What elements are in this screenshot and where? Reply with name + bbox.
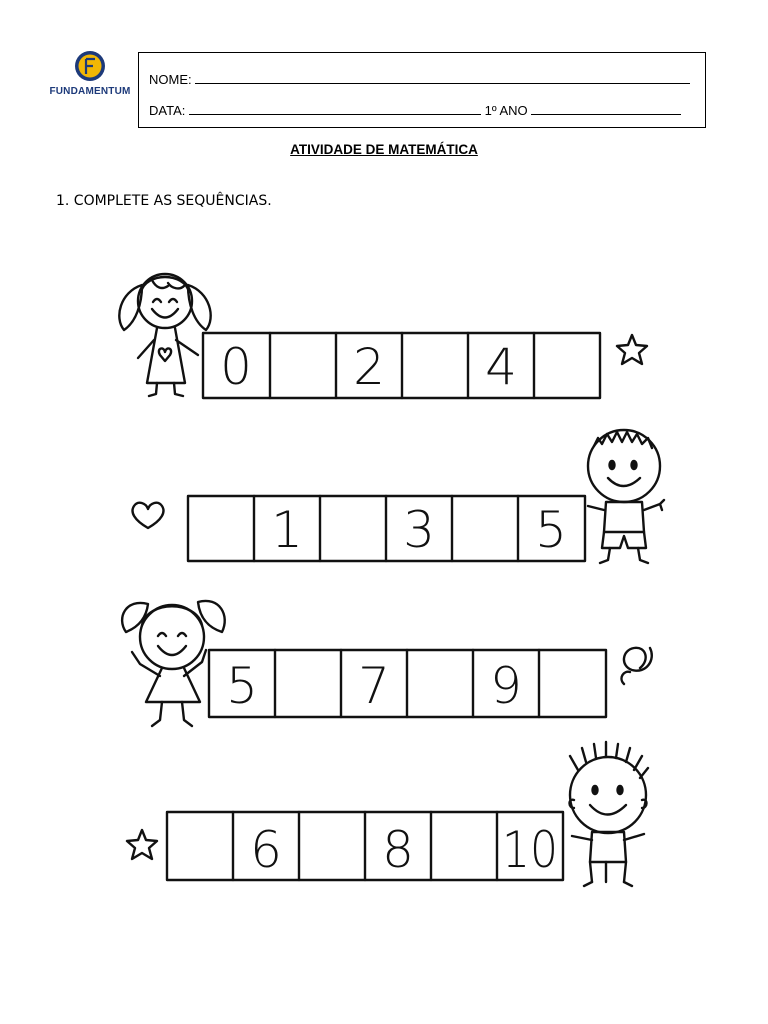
- sequence-cell: 9: [490, 657, 522, 715]
- grade-label: 1º ANO: [484, 103, 528, 118]
- star-icon: [617, 335, 647, 364]
- sequence-cell: 3: [403, 501, 435, 559]
- sequence-cell: 10: [502, 821, 558, 879]
- sequence-cell: 7: [358, 657, 390, 715]
- sequence-cell: 4: [485, 338, 517, 396]
- exercise-instruction: 1. COMPLETE AS SEQUÊNCIAS.: [56, 193, 272, 209]
- sequence-cell: 8: [382, 821, 414, 879]
- sequence-cell: 5: [226, 657, 258, 715]
- sequence-cell: 1: [271, 501, 303, 559]
- sequence-cell: 6: [250, 821, 282, 879]
- sequence-cell: 5: [535, 501, 567, 559]
- sequence-cell: 2: [353, 338, 385, 396]
- number-track-2: [188, 496, 585, 561]
- boy-spiky-hair-icon: [570, 742, 649, 886]
- swirl-icon: [622, 648, 652, 684]
- boy-icon: [588, 430, 664, 563]
- school-name: FUNDAMENTUM: [49, 86, 131, 97]
- page-title: ATIVIDADE DE MATEMÁTICA: [290, 142, 478, 157]
- star-icon: [127, 830, 157, 859]
- number-track-1: [203, 333, 600, 398]
- heart-icon: [133, 503, 164, 528]
- date-label: DATA:: [149, 103, 186, 118]
- girl-pigtails-icon: [119, 274, 210, 396]
- name-label: NOME:: [149, 72, 192, 87]
- sequence-cell: 0: [220, 338, 252, 396]
- number-track-3: [209, 650, 606, 717]
